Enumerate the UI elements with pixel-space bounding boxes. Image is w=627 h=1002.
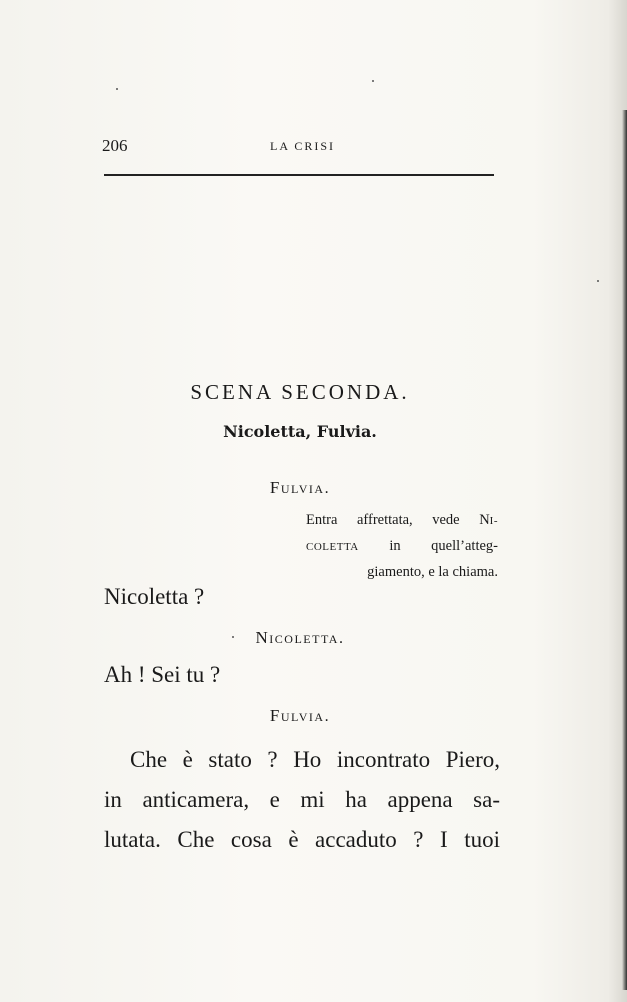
- page-header: [102, 136, 494, 158]
- running-title: LA CRISI: [270, 139, 336, 153]
- stage-direction: [306, 508, 498, 585]
- speaker-heading-fulvia: [0, 706, 600, 726]
- speaker-rest: ICOLETTA: [269, 632, 339, 646]
- stage-direction-text: giamento, e la chiama.: [367, 564, 498, 580]
- page-number: 206: [102, 136, 128, 155]
- speaker-stop: .: [324, 708, 331, 725]
- speaker-initial: F: [269, 706, 281, 725]
- stage-direction-text: Entra affrettata, vede N: [306, 512, 490, 528]
- ink-speck: [116, 88, 118, 90]
- paragraph-line: lutata. Che cosa è accaduto ? I tuoi: [104, 827, 500, 852]
- header-rule: [104, 174, 494, 176]
- paragraph-line: in anticamera, e mi ha appena sa-: [104, 787, 500, 812]
- stage-direction-smallcaps: COLETTA: [306, 541, 359, 553]
- paragraph-line: Che è stato ? Ho incontrato Piero,: [130, 747, 500, 772]
- speaker-initial: F: [269, 478, 281, 497]
- speaker-rest: ULVIA: [280, 710, 325, 724]
- dialogue-line: Ah ! Sei tu ?: [104, 662, 221, 687]
- speaker-stop: .: [338, 630, 345, 647]
- stage-direction-text: in quell’atteg-: [358, 538, 498, 554]
- speaker-heading-nicoletta: [0, 628, 600, 648]
- dialogue-line: Nicoletta ?: [104, 584, 205, 609]
- dialogue-paragraph: [104, 740, 500, 860]
- speaker-stop: .: [324, 480, 331, 497]
- page-edge-shadow: [622, 110, 627, 990]
- speaker-rest: ULVIA: [280, 482, 325, 496]
- speaker-heading-fulvia: [0, 478, 600, 498]
- speaker-initial: N: [255, 628, 270, 647]
- scene-characters: Nicoletta, Fulvia.: [223, 422, 377, 441]
- stage-direction-line: [306, 560, 498, 585]
- stage-direction-line: [306, 534, 498, 560]
- stage-direction-smallcaps: I-: [489, 515, 498, 527]
- ink-speck: [372, 80, 374, 82]
- scene-title: SCENA SECONDA.: [190, 380, 410, 404]
- ink-speck: [597, 280, 599, 282]
- stage-direction-line: [306, 508, 498, 534]
